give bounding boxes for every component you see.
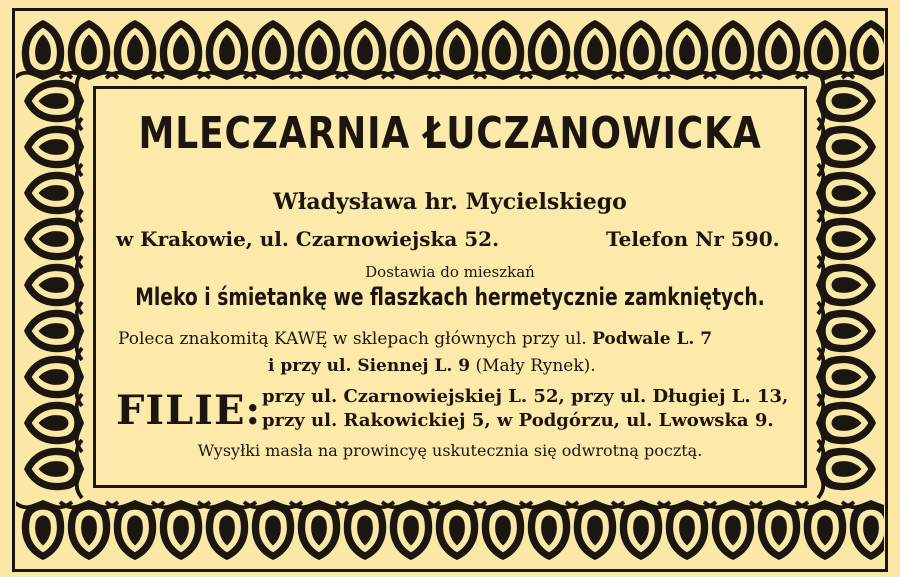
leaf-ornament	[658, 502, 716, 560]
shipping-line: Wysyłki masła na prowincyę uskutecznia się odwrotną pocztą.	[197, 441, 703, 460]
leaf-ornament	[152, 502, 210, 560]
leaf-ornament	[566, 502, 624, 560]
phone-line: Telefon Nr 590.	[606, 227, 780, 251]
owner-line: Władysława hr. Mycielskiego	[273, 189, 627, 215]
leaf-ornament	[428, 20, 486, 78]
leaf-ornament	[796, 20, 854, 78]
leaf-ornament	[520, 20, 578, 78]
leaf-ornament	[818, 118, 876, 176]
leaf-ornament	[24, 302, 82, 360]
leaf-ornament	[290, 502, 348, 560]
leaf-ornament	[704, 502, 762, 560]
coffee-line	[118, 329, 712, 349]
branches-line-1: przy ul. Czarnowiejskiej L. 52, przy ul. Długiej L. 13,	[262, 386, 789, 407]
delivery-line: Dostawia do mieszkań	[365, 263, 535, 281]
leaf-ornament	[152, 20, 210, 78]
leaf-ornament	[60, 20, 118, 78]
leaf-ornament	[336, 502, 394, 560]
leaf-ornament	[566, 20, 624, 78]
leaf-ornament	[244, 502, 302, 560]
second-shop-line	[268, 356, 596, 376]
leaf-ornament	[842, 502, 884, 560]
address-line: w Krakowie, ul. Czarnowiejska 52.	[116, 227, 500, 251]
leaf-ornament	[198, 502, 256, 560]
coffee-street: Podwale L. 7	[592, 329, 713, 349]
leaf-ornament	[750, 502, 808, 560]
leaf-ornament	[244, 20, 302, 78]
leaf-ornament	[24, 118, 82, 176]
leaf-ornament	[704, 20, 762, 78]
leaf-ornament	[24, 348, 82, 406]
leaf-ornament	[750, 20, 808, 78]
leaf-ornament	[818, 302, 876, 360]
leaf-ornament	[428, 502, 486, 560]
leaf-ornament	[818, 348, 876, 406]
coffee-text: Poleca znakomitą KAWĘ w sklepach głównych przy ul.	[118, 329, 587, 349]
leaf-ornament	[818, 210, 876, 268]
leaf-ornament	[24, 72, 82, 130]
leaf-ornament	[796, 502, 854, 560]
leaf-ornament	[520, 502, 578, 560]
leaf-ornament	[198, 20, 256, 78]
leaf-ornament	[24, 210, 82, 268]
leaf-ornament	[382, 502, 440, 560]
milk-headline: Mleko i śmietankę we flaszkach hermetycznie zamkniętych.	[135, 283, 765, 311]
leaf-ornament	[290, 20, 348, 78]
leaf-ornament	[106, 20, 164, 78]
second-shop-note: (Mały Rynek).	[475, 356, 596, 376]
leaf-ornament	[16, 502, 72, 560]
leaf-ornament	[612, 20, 670, 78]
leaf-ornament	[474, 20, 532, 78]
branches-line-2: przy ul. Rakowickiej 5, w Podgórzu, ul. Lwowska 9.	[262, 410, 774, 431]
leaf-ornament	[336, 20, 394, 78]
leaf-ornament	[474, 502, 532, 560]
leaf-ornament	[60, 502, 118, 560]
leaf-ornament	[818, 72, 876, 130]
second-shop-street: i przy ul. Siennej L. 9	[268, 356, 471, 376]
leaf-ornament	[612, 502, 670, 560]
branches-label: FILIE:	[116, 387, 262, 434]
leaf-ornament	[842, 20, 884, 78]
leaf-ornament	[16, 20, 72, 78]
dairy-name-title: MLECZARNIA ŁUCZANOWICKA	[138, 108, 762, 159]
leaf-ornament	[382, 20, 440, 78]
leaf-ornament	[658, 20, 716, 78]
leaf-ornament	[106, 502, 164, 560]
